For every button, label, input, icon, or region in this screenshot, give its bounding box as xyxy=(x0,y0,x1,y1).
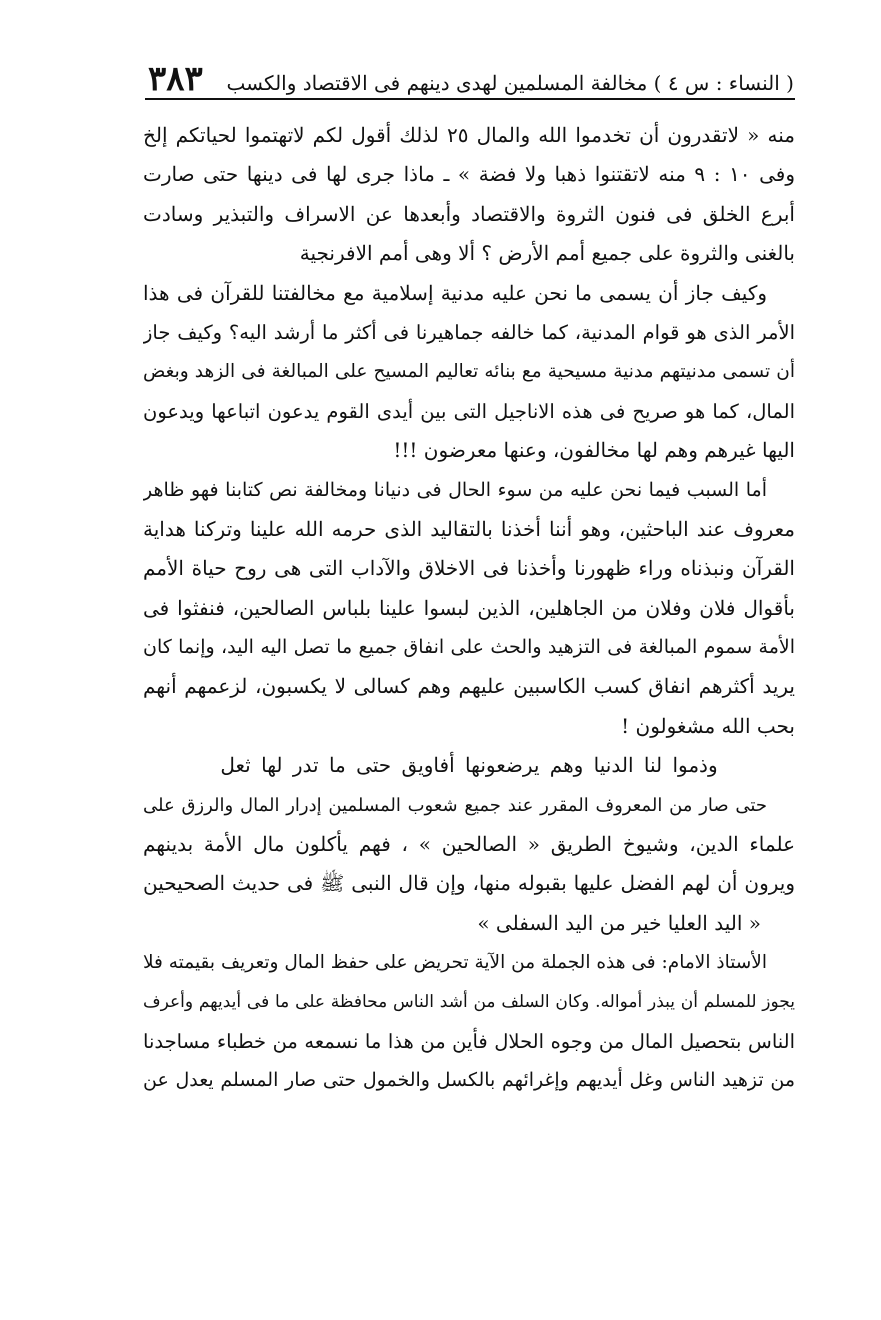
text-line: اليها غيرهم وهم لها مخالفون، وعنها معرضون !!! xyxy=(393,438,795,463)
hadith-quote: « اليد العليا خير من اليد السفلى » xyxy=(477,910,761,935)
text-line: ويرون أن لهم الفضل عليها بقبوله منها، وإن قال النبى ﷺ فى حديث الصحيحين xyxy=(143,871,795,896)
running-header xyxy=(148,59,794,99)
header-title: ( النساء : س ٤ ) مخالفة المسلمين لهدى دينهم فى الاقتصاد والكسب xyxy=(226,71,794,95)
body-text xyxy=(143,116,795,1101)
poetry-verse: وذموا لنا الدنيا وهم يرضعونها أفاويق حتى ما تدر لها ثعل xyxy=(220,753,718,778)
text-line: معروف عند الباحثين، وهو أننا أخذنا بالتقاليد الذى حرمه الله علينا وتركنا هداية xyxy=(143,516,795,541)
text-line: يريد أكثرهم انفاق كسب الكاسبين عليهم وهم كسالى لا يكسبون، لزعمهم أنهم xyxy=(143,674,795,699)
text-line: من تزهيد الناس وغل أيديهم وإغرائهم بالكسل والخمول حتى صار المسلم يعدل عن xyxy=(143,1069,795,1092)
text-line: المال، كما هو صريح فى هذه الاناجيل التى بين أيدى القوم يدعون اتباعها ويدعون xyxy=(143,399,795,423)
text-line: أما السبب فيما نحن عليه من سوء الحال فى دنيانا ومخالفة نص كتابنا فهو ظاهر xyxy=(143,478,767,501)
text-line: علماء الدين، وشيوخ الطريق « الصالحين » ، فهم يأكلون مال الأمة بدينهم xyxy=(143,832,795,857)
text-line: الأمر الذى هو قوام المدنية، كما خالفه جماهيرنا فى أكثر ما أرشد اليه؟ وكيف جاز xyxy=(143,320,795,344)
text-line: القرآن ونبذناه وراء ظهورنا وأخذنا فى الاخلاق والآداب التى هى روح حياة الأمم xyxy=(143,556,795,581)
text-line: الناس بتحصيل المال من وجوه الحلال فأين من هذا ما نسمعه من خطباء مساجدنا xyxy=(143,1029,795,1053)
text-line: الأستاذ الامام: فى هذه الجملة من الآية تحريض على حفظ المال وتعريف بقيمته فلا xyxy=(143,952,767,974)
text-line: بحب الله مشغولون ! xyxy=(621,713,795,738)
text-line: أن تسمى مدنيتهم مدنية مسيحية مع بنائه تعاليم المسيح على المبالغة فى الزهد وبغض xyxy=(143,361,795,383)
page-number: ٣٨٣ xyxy=(148,59,203,99)
text-line: بأقوال فلان وفلان من الجاهلين، الذين لبسوا علينا بلباس الصالحين، فنفثوا فى xyxy=(143,595,795,620)
text-line: أبرع الخلق فى فنون الثروة والاقتصاد وأبعدها عن الاسراف والتبذير وسادت xyxy=(143,201,795,226)
text-line: منه « لاتقدرون أن تخدموا الله والمال ٢٥ لذلك أقول لكم لاتهتموا لحياتكم إلخ xyxy=(143,123,795,147)
text-line: حتى صار من المعروف المقرر عند جميع شعوب المسلمين إدرار المال والرزق على xyxy=(143,794,767,816)
text-line: وفى ١٠ : ٩ منه لاتقتنوا ذهبا ولا فضة » ـ ماذا جرى لها فى دينها حتى صارت xyxy=(143,162,795,187)
text-line: يجوز للمسلم أن يبذر أمواله. وكان السلف من أشد الناس محافظة على ما فى أيديهم وأعرف xyxy=(143,991,795,1012)
text-line: بالغنى والثروة على جميع أمم الأرض ؟ ألا وهى أمم الافرنجية xyxy=(299,241,795,266)
header-rule xyxy=(145,98,795,100)
text-line: الأمة سموم المبالغة فى التزهيد والحث على انفاق جميع ما تصل اليه اليد، وإنما كان xyxy=(143,636,795,659)
text-line: وكيف جاز أن يسمى ما نحن عليه مدنية إسلامية مع مخالفتنا للقرآن فى هذا xyxy=(143,280,767,305)
